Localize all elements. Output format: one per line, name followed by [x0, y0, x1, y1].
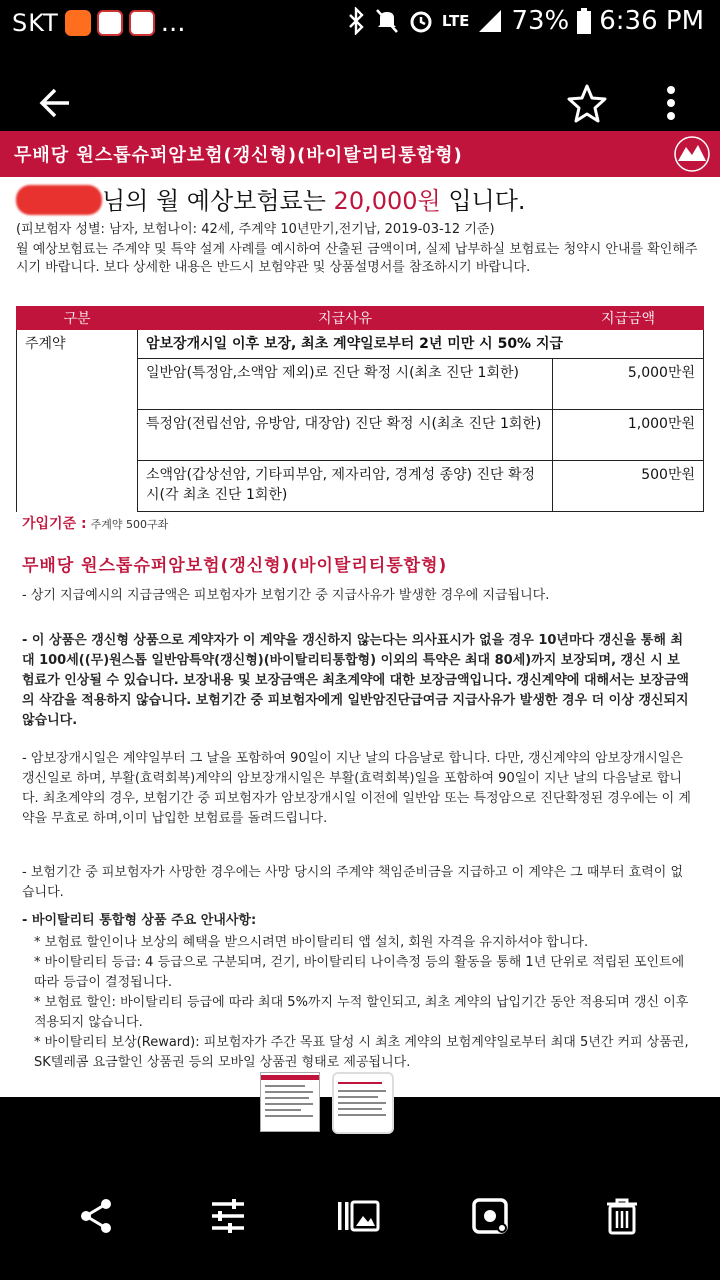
- premium-summary: [16, 181, 526, 216]
- notification-app-icon-2: [97, 10, 123, 36]
- notification-app-icon: [65, 10, 91, 36]
- signal-icon: [477, 8, 503, 34]
- paragraph-2: - 이 상품은 갱신형 상품으로 계약자가 이 계약을 갱신하지 않는다는 의사표시가 없을 경우 10년마다 갱신을 통해 최대 100세((무)원스톱 일반암특약(갱신형)(바이탈리티통합형) 이외의 특약은 최대 80세)까지 보장되며, 갱신 시 보험료가 인상될 수 있습니다. 보장내용 및 보장금액은 최초계약에 대한 보장금액입니다. 갱신계약에 대해서는 보장금액의 삭감을 적용하지 않습니다. 보험기간 중 피보험자에게 일반암진단급여금 지급사유가 발생한 경우 더 이상 갱신되지 않습니다.: [22, 633, 689, 728]
- more-notifications-label: ...: [160, 8, 186, 38]
- redacted-name: [16, 185, 102, 215]
- join-label: 가입기준 :: [22, 516, 87, 532]
- section-title: 무배당 원스톱슈퍼암보험(갱신형)(바이탈리티통합형): [22, 556, 448, 576]
- thumbnail-line: [265, 1085, 305, 1087]
- benefit-table: [16, 306, 704, 512]
- paragraph-3: - 암보장개시일은 계약일부터 그 날을 포함하여 90일이 지난 날의 다음날로 합니다. 다만, 갱신계약의 암보장개시일은 갱신일로 하며, 부활(효력회복)계약의 암보장개시일은 부활(효력회복)일을 포함하여 90일이 지난 날의 다음날로 합니다. 최초계약의 경우, 보험기간 중 피보험자가 암보장개시일 이전에 일반암 또는 특정암으로 진단확정된 경우에는 이 계약을 무효로 하며,이미 납입한 보험료를 돌려드립니다.: [22, 751, 691, 826]
- network-label: LTE: [441, 12, 470, 30]
- paragraph-5-item: * 바이탈리티 등급: 4 등급으로 구분되며, 걷기, 바이탈리티 나이측정 등의 활동을 통해 1년 단위로 적립된 포인트에 따라 등급이 결정됩니다.: [34, 955, 685, 990]
- thumbnail-item[interactable]: [260, 1072, 320, 1132]
- thumbnail-line: [265, 1091, 313, 1093]
- table-row: [17, 330, 704, 359]
- paragraph-5-title: - 바이탈리티 통합형 상품 주요 안내사항:: [22, 913, 257, 928]
- category-cell: 주계약: [17, 330, 138, 512]
- thumbnail-line: [338, 1096, 378, 1098]
- battery-percent: 73%: [511, 6, 570, 36]
- battery-icon: [577, 8, 591, 34]
- notification-app-icon-3: [129, 10, 155, 36]
- carrier-label: SKT: [12, 9, 59, 37]
- join-criteria: [22, 513, 168, 533]
- paragraph-4: - 보험기간 중 피보험자가 사망한 경우에는 사망 당시의 주계약 책임준비금을 지급하고 이 계약은 그 때부터 효력이 없습니다.: [22, 865, 684, 900]
- delete-icon: [604, 1196, 640, 1236]
- gallery-button[interactable]: [336, 1194, 380, 1238]
- table-header: 지급사유: [138, 307, 553, 330]
- premium-prefix: 님의 월 예상보험료는: [102, 187, 334, 215]
- thumbnail-line: [265, 1103, 313, 1105]
- paragraph-5-item: * 보험료 할인: 바이탈리티 등급에 따라 최대 5%까지 누적 할인되고, 최초 계약의 납입기간 동안 적용되며 갱신 이후 적용되지 않습니다.: [34, 995, 689, 1030]
- share-icon: [76, 1196, 116, 1236]
- paragraph-5-item: * 바이탈리티 보상(Reward): 피보험자가 주간 목표 달성 시 최초 계약의 보험계약일로부터 최대 5년간 커피 상품권, SK텔레콤 요금할인 상품권 등의 모바일 상품권 형태로 제공됩니다.: [34, 1035, 689, 1070]
- lens-button[interactable]: [468, 1194, 512, 1238]
- reason-cell: 소액암(갑상선암, 기타피부암, 제자리암, 경계성 종양) 진단 확정 시(각 최초 진단 1회한): [138, 461, 553, 512]
- document-image[interactable]: [0, 131, 720, 1097]
- paragraph-5-item: * 보험료 할인이나 보상의 혜택을 받으시려면 바이탈리티 앱 설치, 회원 자격을 유지하셔야 합니다.: [34, 935, 589, 950]
- mute-icon: [374, 7, 400, 35]
- gallery-icon: [336, 1196, 380, 1236]
- document-header: [0, 131, 720, 177]
- paragraph-1: - 상기 지급예시의 지급금액은 피보험자가 보험기간 중 지급사유가 발생한 경우에 지급됩니다.: [22, 588, 550, 603]
- edit-button[interactable]: [206, 1194, 250, 1238]
- join-value: 주계약 500구좌: [90, 518, 169, 531]
- amount-cell: 1,000만원: [553, 410, 704, 461]
- thumbnail-line: [338, 1082, 382, 1084]
- adjust-icon: [208, 1196, 248, 1236]
- thumbnail-item-selected[interactable]: [332, 1072, 394, 1134]
- alarm-icon: [408, 7, 434, 35]
- start-condition-cell: 암보장개시일 이후 보장, 최초 계약일로부터 2년 미만 시 50% 지급: [138, 330, 704, 359]
- more-vert-icon: [665, 85, 677, 121]
- thumbnail-line: [265, 1115, 313, 1117]
- clock-time: 6:36 PM: [599, 6, 704, 36]
- amount-cell: 500만원: [553, 461, 704, 512]
- favorite-button[interactable]: [562, 78, 612, 128]
- back-button[interactable]: [30, 78, 80, 128]
- premium-suffix: 입니다.: [440, 187, 526, 215]
- reason-cell: 특정암(전립선암, 유방암, 대장암) 진단 확정 시(최초 진단 1회한): [138, 410, 553, 461]
- aia-logo: [672, 135, 712, 173]
- more-options-button[interactable]: [646, 78, 696, 128]
- reason-cell: 일반암(특정암,소액암 제외)로 진단 확정 시(최초 진단 1회한): [138, 359, 553, 410]
- amount-cell: 5,000만원: [553, 359, 704, 410]
- table-header: 지급금액: [553, 307, 704, 330]
- insured-info: (피보험자 성별: 남자, 보험나이: 42세, 주계약 10년만기,전기납, 2019-03-12 기준): [16, 222, 495, 237]
- share-button[interactable]: [74, 1194, 118, 1238]
- thumbnail-line: [265, 1097, 309, 1099]
- thumbnail-line: [338, 1102, 386, 1104]
- thumbnail-line: [265, 1109, 301, 1111]
- thumbnail-line: [338, 1090, 386, 1092]
- thumbnail-line: [338, 1108, 382, 1110]
- aia-logo-text: AIA: [683, 161, 701, 170]
- status-bar: [0, 0, 720, 48]
- star-outline-icon: [567, 83, 607, 123]
- delete-button[interactable]: [600, 1194, 644, 1238]
- premium-notice: 월 예상보험료는 주계약 및 특약 설계 사례를 예시하여 산출된 금액이며, 실제 납부하실 보험료는 청약시 안내를 확인해주시기 바랍니다. 보다 상세한 내용은 반드시 보험약관 및 상품설명서를 참조하시기 바랍니다.: [16, 242, 698, 275]
- document-title: 무배당 원스톱슈퍼암보험(갱신형)(바이탈리티통합형): [14, 145, 463, 166]
- thumbnail-line: [338, 1114, 386, 1116]
- premium-amount: 20,000원: [333, 187, 441, 215]
- filmstrip: [260, 1072, 394, 1134]
- thumbnail-header: [261, 1075, 319, 1080]
- lens-icon: [470, 1196, 510, 1236]
- back-arrow-icon: [37, 85, 73, 121]
- table-header: 구분: [17, 307, 138, 330]
- bottom-action-bar: [0, 1148, 720, 1280]
- bluetooth-icon: [346, 7, 366, 35]
